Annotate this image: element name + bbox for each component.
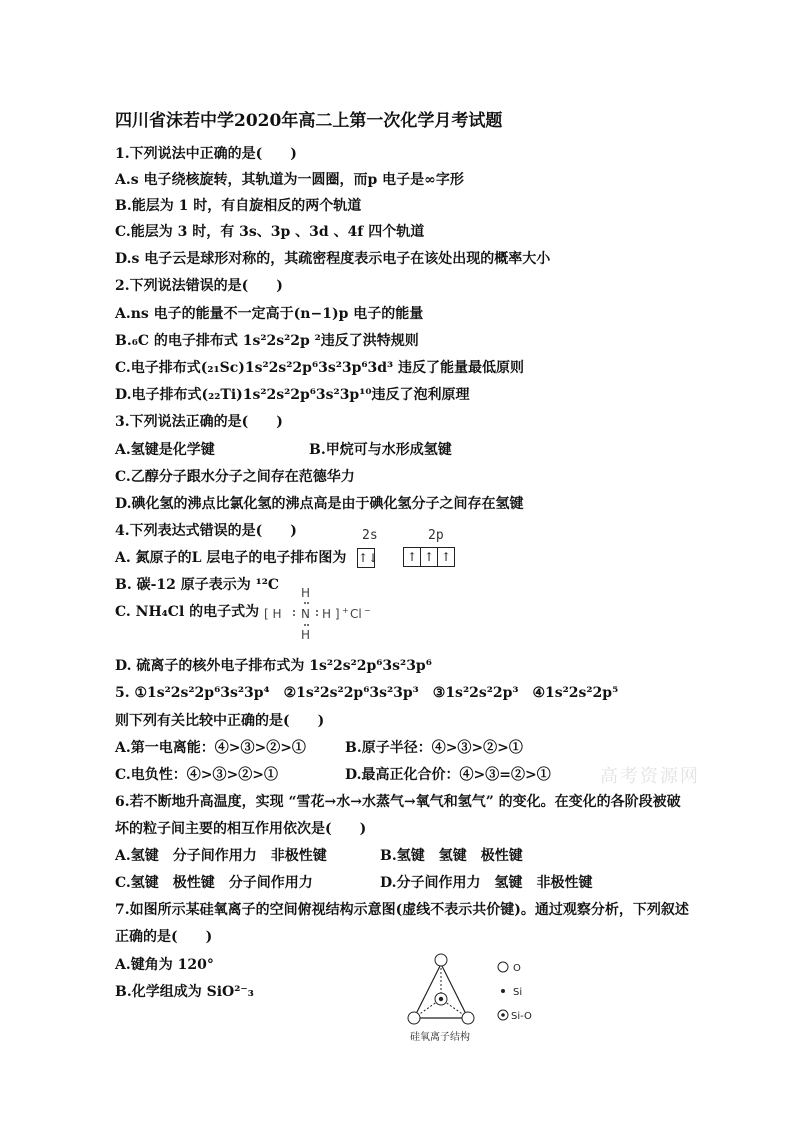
q5-configs: 5. ①1s²2s²2p⁶3s²3p⁴ ②1s²2s²2p⁶3s²3p³ ③1s²2s²2p³ ④1s²2s²2p⁵ [115, 685, 619, 701]
up-arrow-icon: ↑ [421, 547, 438, 567]
q3-option-a: A.氢键是化学键 [115, 442, 215, 458]
q5-option-c: C.电负性：④>③>②>① [115, 767, 278, 783]
diagram-caption: 硅氧离子结构 [410, 1032, 470, 1043]
q3-option-c: C.乙醇分子跟水分子之间存在范德华力 [115, 469, 355, 485]
up-arrow-icon: ↑ [438, 547, 455, 567]
q2-option-b: B.₆C 的电子排布式 1s²2s²2p ²违反了洪特规则 [115, 333, 419, 349]
legend-sio-label: Si-O [511, 1011, 532, 1022]
q6-option-c: C.氢键 极性键 分子间作用力 [115, 875, 313, 891]
q4-option-d: D. 硫离子的核外电子排布式为 1s²2s²2p⁶3s²3p⁶ [115, 658, 432, 674]
q7-option-a: A.键角为 120° [115, 957, 214, 973]
svg-text:[ H: [ H [264, 607, 282, 621]
svg-text:N: N [301, 607, 310, 621]
svg-text:H ]: H ] [322, 607, 340, 621]
orbital-2s-label: 2s [362, 528, 378, 543]
q3-option-d: D.碘化氢的沸点比氯化氢的沸点高是由于碘化氢分子之间存在氢键 [115, 496, 524, 512]
q5-option-b: B.原子半径：④>③>②>① [345, 740, 523, 756]
orbital-2p-label: 2p [428, 528, 444, 543]
q5-option-d: D.最高正化合价：④>③=②>① [345, 767, 551, 783]
legend-o-label: O [513, 963, 521, 974]
svg-text:−: − [364, 606, 371, 615]
q1-option-d: D.s 电子云是球形对称的，其疏密程度表示电子在该处出现的概率大小 [115, 251, 551, 267]
q5-option-a: A.第一电离能：④>③>②>① [115, 740, 306, 756]
q2-option-a: A.ns 电子的能量不一定高于(n−1)p 电子的能量 [115, 306, 424, 322]
q6-option-a: A.氢键 分子间作用力 非极性键 [115, 848, 327, 864]
q1-option-a: A.s 电子绕核旋转，其轨道为一圆圈，而p 电子是∞字形 [115, 172, 464, 188]
q1-option-c: C.能层为 3 时，有 3s、3p 、3d 、4f 四个轨道 [115, 224, 425, 240]
q7-stem-line1: 7.如图所示某硅氧离子的空间俯视结构示意图(虚线不表示共价键)。通过观察分析，下列叙述 [115, 902, 689, 918]
q1-stem: 1.下列说法中正确的是( ) [115, 146, 297, 162]
q6-option-b: B.氢键 氢键 极性键 [380, 848, 523, 864]
q6-stem-line1: 6.若不断地升高温度，实现 “雪花→水→水蒸气→氧气和氢气” 的变化。在变化的各阶段被破 [115, 794, 681, 810]
q3-option-b: B.甲烷可与水形成氢键 [309, 442, 452, 458]
q3-stem: 3.下列说法正确的是( ) [115, 414, 283, 430]
up-arrow-icon: ↑ [403, 547, 421, 567]
legend-si-label: Si [513, 987, 523, 998]
svg-text:Cl: Cl [350, 607, 362, 621]
q2-stem: 2.下列说法错误的是( ) [115, 278, 283, 294]
svg-text:H: H [301, 586, 311, 600]
q2-option-c: C.电子排布式(₂₁Sc)1s²2s²2p⁶3s²3p⁶3d³ 违反了能量最低原则 [115, 360, 525, 376]
q4-option-a: A. 氮原子的L 层电子的电子排布图为 [115, 550, 347, 566]
q7-option-b: B.化学组成为 SiO²⁻₃ [115, 984, 254, 1000]
q1-option-b: B.能层为 1 时，有自旋相反的两个轨道 [115, 198, 362, 214]
watermark: 高考资源网 [600, 766, 700, 787]
q5-stem: 则下列有关比较中正确的是( ) [115, 713, 325, 729]
q6-stem-line2: 坏的粒子间主要的相互作用依次是( ) [115, 821, 367, 837]
q4-option-b: B. 碳-12 原子表示为 ¹²C [115, 577, 280, 593]
silicate-structure-diagram [400, 952, 550, 1052]
svg-text:+: + [342, 606, 349, 615]
svg-text:H: H [301, 628, 311, 642]
q4-stem: 4.下列表达式错误的是( ) [115, 523, 297, 539]
up-down-arrow-icon: ↑↓ [357, 548, 375, 568]
orbital-diagram-2p [403, 547, 455, 567]
page-title: 四川省沫若中学2020年高二上第一次化学月考试题 [115, 111, 503, 131]
q2-option-d: D.电子排布式(₂₂Ti)1s²2s²2p⁶3s²3p¹⁰违反了泡利原理 [115, 387, 470, 403]
orbital-diagram-2s [357, 547, 379, 568]
nh4cl-electron-formula [262, 583, 382, 645]
q6-option-d: D.分子间作用力 氢键 非极性键 [380, 875, 593, 891]
q4-option-c: C. NH₄Cl 的电子式为 [115, 604, 260, 620]
q7-stem-line2: 正确的是( ) [115, 929, 213, 945]
